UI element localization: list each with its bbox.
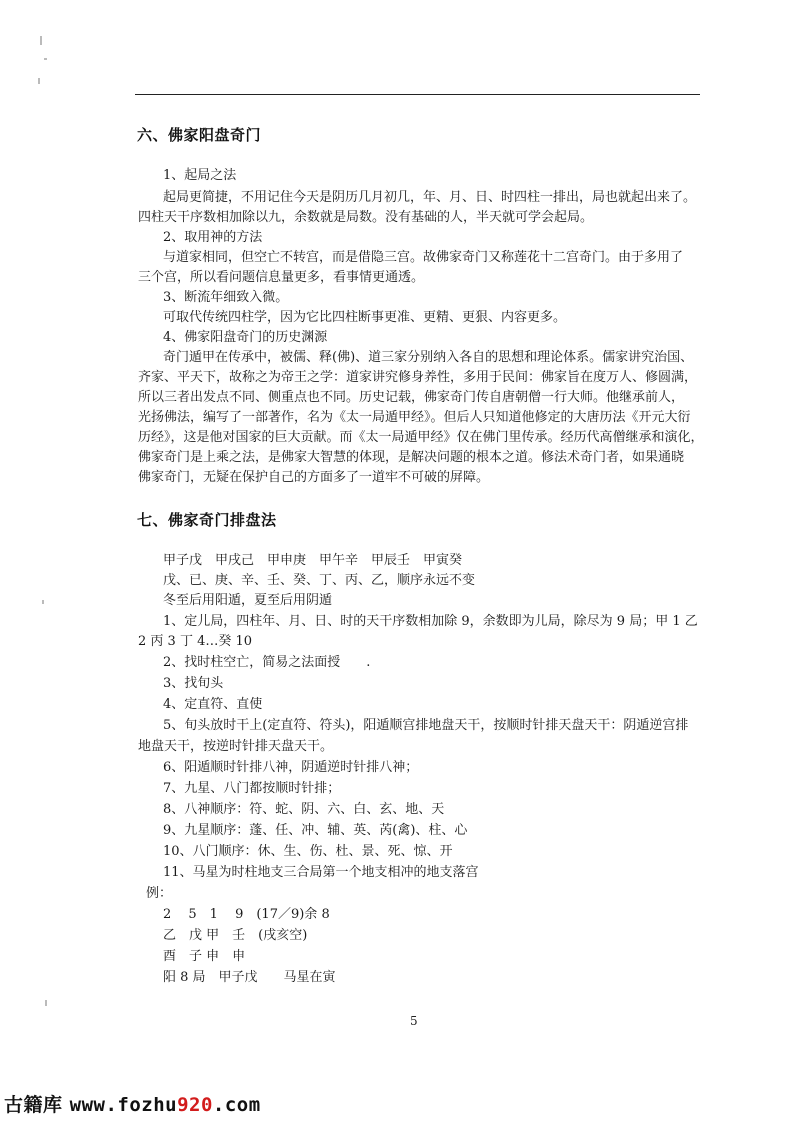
section7-line: 1、定儿局，四柱年、月、日、时的天干序数相加除 9，余数即为儿局，除尽为 9 局；甲 1 乙 bbox=[163, 614, 698, 629]
footer-url-suffix: .com bbox=[212, 1094, 261, 1116]
page-number: 5 bbox=[410, 1014, 418, 1028]
scan-mark bbox=[44, 58, 47, 60]
section6-line: 与道家相同，但空亡不转宫，而是借隐三宫。故佛家奇门又称莲花十二宫奇门。由于多用了 bbox=[163, 250, 684, 265]
footer-site-name: 古籍库 bbox=[4, 1094, 63, 1116]
section6-line: 四柱天干序数相加除以九，余数就是局数。没有基础的人，半天就可学会起局。 bbox=[138, 210, 594, 225]
section6-line: 3、断流年细致入微。 bbox=[163, 290, 289, 305]
section7-line: 4、定直符、直使 bbox=[163, 697, 263, 712]
section7-line: 2、找时柱空亡，简易之法面授 . bbox=[163, 655, 371, 670]
scan-mark bbox=[42, 600, 44, 604]
footer-watermark bbox=[4, 1090, 261, 1117]
section6-title: 六、佛家阳盘奇门 bbox=[137, 126, 262, 144]
section6-line: 可取代传统四柱学，因为它比四柱断事更准、更精、更狠、内容更多。 bbox=[163, 310, 567, 325]
section7-line: 11、马星为时柱地支三合局第一个地支相冲的地支落宫 bbox=[163, 865, 479, 880]
section6-line: 齐家、平天下，故称之为帝王之学：道家讲究修身养性，多用于民间：佛家旨在度万人、修圆满， bbox=[138, 370, 698, 385]
footer-url-number: 920 bbox=[177, 1094, 213, 1116]
section7-line: 10、八门顺序：休、生、伤、杜、景、死、惊、开 bbox=[163, 844, 453, 859]
footer-url[interactable] bbox=[70, 1094, 261, 1116]
example-row: 阳 8 局 甲子戊 马星在寅 bbox=[163, 970, 336, 985]
section7-title: 七、佛家奇门排盘法 bbox=[137, 511, 277, 529]
section6-line: 三个宫，所以看问题信息量更多，看事情更通透。 bbox=[138, 270, 425, 285]
section6-line: 起局更简捷，不用记住今天是阴历几月初几，年、月、日、时四柱一排出，局也就起出来了。 bbox=[163, 190, 697, 205]
example-label: 例： bbox=[146, 886, 173, 901]
section7-line: 9、九星顺序：蓬、任、冲、辅、英、芮(禽)、柱、心 bbox=[163, 823, 468, 838]
section7-line: 戊、已、庚、辛、壬、癸、丁、丙、乙，顺序永远不变 bbox=[163, 573, 476, 588]
scan-mark bbox=[40, 36, 42, 45]
section6-line: 2、取用神的方法 bbox=[163, 230, 263, 245]
section7-line: 5、旬头放时干上(定直符、符头)，阳遁顺宫排地盘天干，按顺时针排天盘天干：阴遁逆宫排 bbox=[163, 718, 689, 733]
section7-line: 甲子戊 甲戌己 甲申庚 甲午辛 甲辰壬 甲寅癸 bbox=[163, 553, 463, 568]
section6-line: 佛家奇门，无疑在保护自己的方面多了一道牢不可破的屏障。 bbox=[138, 470, 490, 485]
scan-mark bbox=[38, 78, 40, 84]
section7-line: 6、阳遁顺时针排八神，阴遁逆时针排八神； bbox=[163, 760, 419, 775]
section6-line: 佛家奇门是上乘之法，是佛家大智慧的体现，是解决问题的根本之道。修法术奇门者，如果通晓 bbox=[138, 450, 685, 465]
section6-line: 光扬佛法，编写了一部著作，名为《太一局遁甲经》。但后人只知道他修定的大唐历法《开元大衍 bbox=[138, 410, 691, 425]
section7-line: 地盘天干，按逆时针排天盘天干。 bbox=[138, 739, 334, 754]
scan-mark bbox=[45, 1000, 47, 1006]
section7-line: 3、找旬头 bbox=[163, 676, 224, 691]
section7-line: 冬至后用阳遁，夏至后用阴遁 bbox=[163, 593, 333, 608]
section6-line: 所以三者出发点不同、侧重点也不同。历史记载，佛家奇门传自唐朝僧一行大师。他继承前人， bbox=[138, 390, 685, 405]
header-rule bbox=[135, 94, 700, 95]
section6-line: 4、佛家阳盘奇门的历史渊源 bbox=[163, 330, 328, 345]
section7-line: 2 丙 3 丁 4…癸 10 bbox=[138, 634, 253, 649]
example-row: 酉 子 申 申 bbox=[163, 949, 246, 964]
section6-line: 历经》，这是他对国家的巨大贡献。而《太一局遁甲经》仅在佛门里传承。经历代高僧继承和演化， bbox=[138, 430, 704, 445]
section7-line: 7、九星、八门都按顺时针排； bbox=[163, 781, 341, 796]
footer-url-prefix: www.fozhu bbox=[69, 1094, 178, 1116]
section6-line: 1、起局之法 bbox=[163, 168, 237, 183]
example-row: 2 5 1 9 (17／9)余 8 bbox=[163, 907, 330, 922]
example-row: 乙 戊 甲 壬 (戌亥空) bbox=[163, 928, 308, 943]
section6-line: 奇门遁甲在传承中，被儒、释(佛)、道三家分别纳入各自的思想和理论体系。儒家讲究治国、 bbox=[163, 350, 694, 365]
section7-line: 8、八神顺序：符、蛇、阴、六、白、玄、地、天 bbox=[163, 802, 445, 817]
